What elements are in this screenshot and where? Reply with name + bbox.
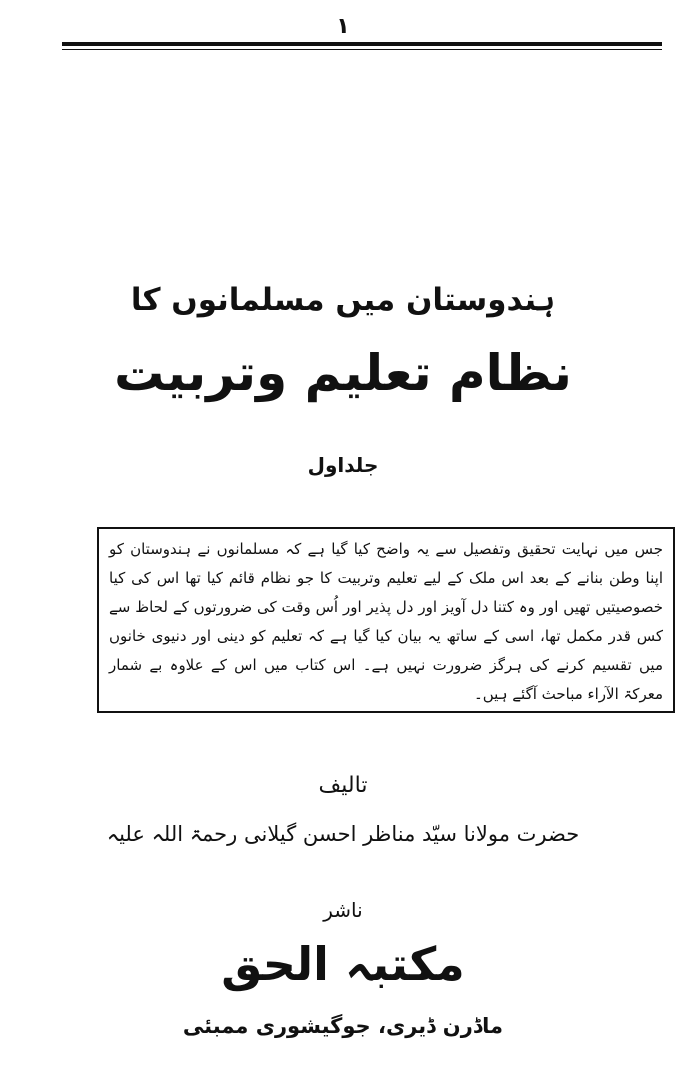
book-volume: جلداول: [307, 453, 379, 477]
header-rule-thick: [62, 42, 662, 46]
book-title: نظام تعلیم وتربیت: [114, 344, 572, 402]
description-text: جس میں نہایت تحقیق وتفصیل سے یہ واضح کیا گیا ہے کہ مسلمانوں نے ہندوستان کو اپنا وطن بنانے کے بعد اس ملک کے لیے تعلیم وتربیت کا جو نظام قائم کیا تھا اس کی کیا خصوصیتیں تھیں اور وہ کتنا دل آویز اور دل پذیر اور اُس وقت کی ضرورتوں کے لحاظ سے کس قدر مکمل تھا، اسی کے ساتھ یہ بیان کیا گیا ہے کہ تعلیم کو دینی اور دنیوی خانوں میں تقسیم کرنے کی ہرگز ضرورت نہیں ہے۔ اس کتاب میں اس کے علاوہ بے شمار معرکۃ الآراء مباحث آگئے ہیں۔: [109, 540, 663, 703]
description-box: [97, 527, 675, 713]
publisher-address: ماڈرن ڈیری، جوگیشوری ممبئی: [182, 1014, 504, 1038]
author-label: تالیف: [318, 773, 368, 798]
publisher-label: ناشر: [323, 898, 363, 922]
header-rule-thin: [62, 49, 662, 50]
book-subtitle: ہندوستان میں مسلمانوں کا: [130, 282, 556, 318]
page-number: ۱: [336, 14, 350, 39]
publisher-name: مکتبہ الحق: [221, 937, 465, 991]
author-name: حضرت مولانا سیّد مناظر احسن گیلانی رحمۃ اللہ علیہ: [106, 822, 580, 846]
